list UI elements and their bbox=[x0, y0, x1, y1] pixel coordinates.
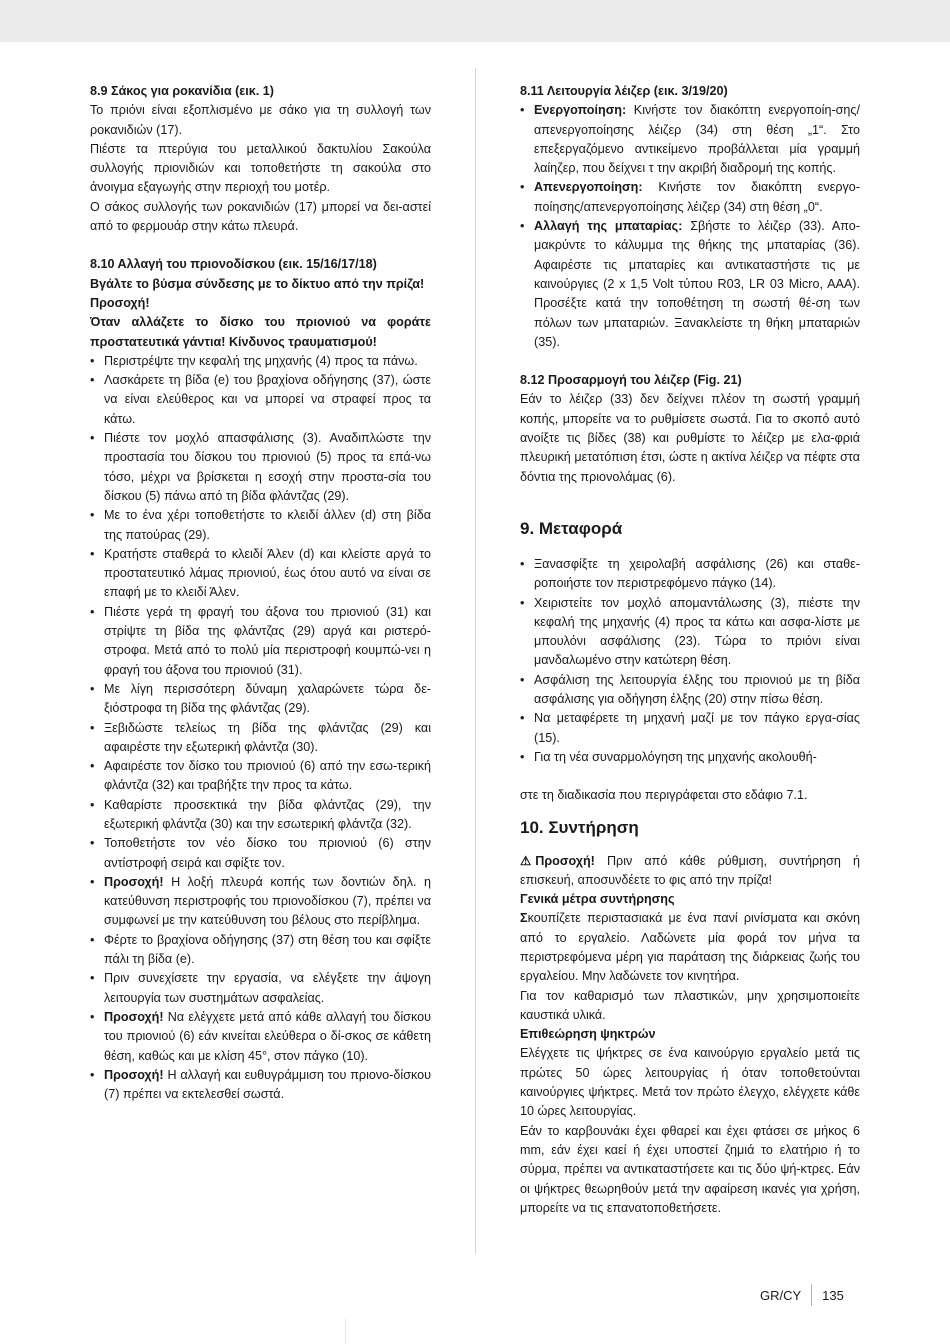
list-item bbox=[520, 217, 860, 352]
caution-label: Προσοχή! bbox=[104, 1067, 164, 1082]
list-item-text: Η αλλαγή και ευθυγράμμιση του πριονο-δίσκου (7) πρέπει να εκτελεσθεί σωστά. bbox=[104, 1067, 431, 1102]
list-item: • Πριν συνεχίσετε την εργασία, να ελέγξετε την άψογη λειτουργία των συστημάτων ασφαλείας. bbox=[90, 969, 431, 1008]
list-item: • Φέρτε το βραχίονα οδήγησης (37) στη θέση του και σφίξτε πάλι τη βίδα (e). bbox=[90, 931, 431, 970]
list-item: • Πιέστε γερά τη φραγή του άξονα του πριονιού (31) και στρίψτε τη βίδα της φλάντζας (29) αργά και ριστερό-στροφα. Μετά από το πολύ μία περιστροφή κουμπώ-νει η φραγή του άξονα του πριονιού (31). bbox=[90, 603, 431, 680]
list-item: • Να μεταφέρετε τη μηχανή μαζί με τον πάγκο εργα-σίας (15). bbox=[520, 709, 860, 748]
list-item bbox=[520, 178, 860, 217]
paragraph: στε τη διαδικασία που περιγράφεται στο εδάφιο 7.1. bbox=[520, 788, 808, 803]
subheading-brushes: Επιθεώρηση ψηκτρών bbox=[520, 1027, 656, 1042]
column-separator bbox=[475, 68, 476, 1254]
list-item bbox=[520, 101, 860, 178]
term-label: Αλλαγή της μπαταρίας: bbox=[534, 219, 683, 234]
paragraph bbox=[520, 909, 860, 986]
steps-list bbox=[90, 352, 431, 1105]
list-item: • Αφαιρέστε τον δίσκο του πριονιού (6) από την εσω-τερική φλάντζα (32) και τραβήξτε την προς τα κάτω. bbox=[90, 757, 431, 796]
section-8-10-title: 8.10 Αλλαγή του πριονοδίσκου (εικ. 15/16/17/18) bbox=[90, 257, 377, 272]
term-label: Απενεργοποίηση: bbox=[534, 180, 643, 195]
warning-triangle-icon: ⚠ bbox=[520, 853, 532, 868]
paragraph: Εάν το λέιζερ (33) δεν δείχνει πλέον τη σωστή γραμμή κοπής, μπορείτε να το ρυθμίσετε σωστά. Για το σκοπό αυτό ανοίξτε τις βίδες (38) και ρυθμίστε το λέιζερ με ελα-φριά πλευρική μετατόπιση έτσι, ώστε η ακτίνα λέιζερ να πέφτε στα δόντια της πριονολάμας (6). bbox=[520, 392, 860, 484]
subheading-general: Γενικά μέτρα συντήρησης bbox=[520, 892, 675, 907]
list-item: • Λασκάρετε τη βίδα (e) του βραχίονα οδήγησης (37), ώστε να είναι ελεύθερος και να μπορεί να στραφεί προς τα κάτω. bbox=[90, 371, 431, 429]
caution-label: Προσοχή! bbox=[104, 874, 164, 889]
paragraph: Ο σάκος συλλογής των ροκανιδιών (17) μπορεί να δει-αστεί από το φερμουάρ στην κάτω πλευρά. bbox=[90, 199, 431, 234]
paragraph: Το πριόνι είναι εξοπλισμένο με σάκο για τη συλλογή των ροκανιδιών (17). bbox=[90, 103, 431, 137]
page-number: 135 bbox=[822, 1287, 844, 1303]
top-band bbox=[0, 0, 950, 42]
laser-list bbox=[520, 101, 860, 352]
list-item-text: Κινήστε τον διακόπτη ενεργο-ποίησης/απενεργοποίησης λέιζερ (34) στη θέση „0“. bbox=[534, 180, 860, 214]
list-item bbox=[90, 873, 431, 931]
list-item bbox=[90, 1008, 431, 1066]
right-column bbox=[520, 82, 860, 1218]
bottom-divider bbox=[345, 1318, 346, 1344]
list-item: • Ξανασφίξτε τη χειρολαβή ασφάλισης (26) και σταθε-ροποιήστε τον περιστρεφόμενο πάγκο (14). bbox=[520, 555, 860, 594]
heading-transport: 9. Μεταφορά bbox=[520, 518, 623, 538]
paragraph: Ελέγχετε τις ψήκτρες σε ένα καινούργιο εργαλείο μετά τις πρώτες 50 ώρες λειτουργίας ή όταν τοποθετούνται καινούργιες ψήκτρες. Μετά τον πρώτο έλεγχο, ελέγχετε κάθε 10 ώρες λειτουργίας. bbox=[520, 1046, 860, 1119]
list-item bbox=[90, 1066, 431, 1105]
list-item: • Περιστρέψτε την κεφαλή της μηχανής (4) προς τα πάνω. bbox=[90, 352, 431, 371]
heading-maintenance: 10. Συντήρηση bbox=[520, 817, 639, 837]
term-label: Ενεργοποίηση: bbox=[534, 103, 627, 118]
list-item: • Ξεβιδώστε τελείως τη βίδα της φλάντζας (29) και αφαιρέστε την εξωτερική φλάντζα (30). bbox=[90, 719, 431, 758]
list-item: • Καθαρίστε προσεκτικά την βίδα φλάντζας (29), την εξωτερική φλάντζα (30) και την εσωτερική φλάντζα (32). bbox=[90, 796, 431, 835]
transport-list bbox=[520, 555, 860, 767]
list-item: • Με το ένα χέρι τοποθετήστε το κλειδί άλλεν (d) στη βίδα της πατούρας (29). bbox=[90, 506, 431, 545]
warning-label: Προσοχή! bbox=[90, 295, 150, 310]
language-code: GR/CY bbox=[760, 1287, 802, 1303]
warning-text: Πριν από κάθε ρύθμιση, συντήρηση ή επισκευή, αποσυνδέετε το φις από την πρίζα! bbox=[520, 853, 860, 887]
warning-paragraph bbox=[520, 852, 860, 891]
paragraph: Για τον καθαρισμό των πλαστικών, μην χρησιμοποιείτε καυστικά υλικά. bbox=[520, 988, 860, 1022]
page-footer bbox=[760, 1284, 844, 1306]
list-item: • Πιέστε τον μοχλό απασφάλισης (3). Αναδιπλώστε την προστασία του δίσκου του πριονιού (5) προς τα επά-νω τόσο, μέχρι να βρίσκεται η εσοχή στην προστα-σία του δίσκου (5) πάνω από τη βίδα φλάντζας (29). bbox=[90, 429, 431, 506]
list-item: • Χειριστείτε τον μοχλό απομαντάλωσης (3), πιέστε την κεφαλή της μηχανής (4) προς τα κάτω και ασφα-λίστε με μπουλόνι ασφάλισης (23). Τώρα το πριόνι είναι μανδαλωμένο στην κατώτερη θέση. bbox=[520, 594, 860, 671]
list-item-text: Να ελέγχετε μετά από κάθε αλλαγή του δίσκου του πριονιού (6) εάν κινείται ελεύθερα ο δί-σκος σε κάθετη θέση, καθώς και με κλίση 45°, στον πάγκο (10). bbox=[104, 1009, 431, 1063]
caution-label: Προσοχή! bbox=[104, 1009, 164, 1024]
list-item: • Για τη νέα συναρμολόγηση της μηχανής ακολουθή- bbox=[520, 748, 860, 767]
list-item: • Κρατήστε σταθερά το κλειδί Άλεν (d) και κλείστε αργά το προστατευτικό λάμας πριονιού, έως ότου αυτό να είναι σε επαφή με το κλειδί Άλεν. bbox=[90, 545, 431, 603]
list-item: • Με λίγη περισσότερη δύναμη χαλαρώνετε τώρα δε-ξιόστροφα τη βίδα της φλάντζας (29). bbox=[90, 680, 431, 719]
warning-label: Προσοχή! bbox=[535, 853, 595, 868]
warning-text: Βγάλτε το βύσμα σύνδεσης με το δίκτυο από την πρίζα! bbox=[90, 276, 425, 291]
paragraph: Πιέστε τα πτερύγια του μεταλλικού δακτυλίου Σακούλα συλλογής πριονιδιών και τοποθετήστε τη σακούλα στο άνοιγμα εξαγωγής στην περιοχή του μοτέρ. bbox=[90, 141, 431, 195]
list-item-text: Η λοξή πλευρά κοπής των δοντιών δηλ. η κατεύθυνση περιστροφής του πριονοδίσκου (7), πρέπει να συμφωνεί με την κατεύθυνση του βέλους στο περίβλημα. bbox=[104, 874, 431, 928]
section-8-11-title: 8.11 Λειτουργία λέιζερ (εικ. 3/19/20) bbox=[520, 84, 728, 98]
list-item-text: Σβήστε το λέιζερ (33). Απο-μακρύντε το κάλυμμα της θήκης της μπαταρίας (36). Αφαιρέστε τις μπαταρίες και αντικαταστήστε τις με καινούργιες (2 x 1,5 Volt τύπου R03, LR 03 Micro, AAA). Προσέξτε κατά την τοποθέτηση τη σωστή θέ-ση των πόλων των μπαταριών. Ξανακλείστε τη θήκη μπαταριών (35). bbox=[534, 219, 860, 349]
footer-divider bbox=[811, 1284, 812, 1306]
section-8-9-title: 8.9 Σάκος για ροκανίδια (εικ. 1) bbox=[90, 84, 274, 98]
warning-text: Όταν αλλάζετε το δίσκο του πριονιού να φοράτε προστατευτικά γάντια! Κίνδυνος τραυματισμού! bbox=[90, 315, 431, 349]
list-item: • Τοποθετήστε τον νέο δίσκο του πριονιού (6) στην αντίστροφή σειρά και σφίξτε τον. bbox=[90, 834, 431, 873]
paragraph: Εάν το καρβουνάκι έχει φθαρεί και έχει φτάσει σε μήκος 6 mm, εάν έχει καεί ή έχει υποστεί ζημιά το ελατήριο ή το σύρμα, πρέπει να αντικαταστήσετε και τις δύο ψή-κτρες. Εάν οι ψήκτρες θεωρηθούν μετά την αφαίρεση ικανές για χρήση, μπορείτε να τις επανατοποθετήσετε. bbox=[520, 1123, 860, 1215]
section-8-12-title: 8.12 Προσαρμογή του λέιζερ (Fig. 21) bbox=[520, 373, 742, 388]
list-item-text: Κινήστε τον διακόπτη ενεργοποίη-σης/απενεργοποίησης λέιζερ (34) στη θέση „1“. Στο επεξεργαζόμενο αντικείμενο προβάλλεται μία γραμμή λαίηζερ, που δείχνει τ την ακριβή διαδρομή της κοπής. bbox=[534, 103, 860, 176]
left-column bbox=[90, 82, 431, 1104]
list-item: • Ασφάλιση της λειτουργία έλξης του πριονιού με τη βίδα ασφάλισης για οδήγηση έλξης (20) στην πίσω θέση. bbox=[520, 671, 860, 710]
paragraph-text: κουπίζετε περιστασιακά με ένα πανί ρινίσματα και σκόνη από το εργαλείο. Λαδώνετε μία φορά τον μήνα τα περιστρεφόμενα μέρη για παράταση της διάρκειας ζωής του εργαλείου. Μην λαδώνετε τον κινητήρα. bbox=[520, 911, 860, 984]
drop-letter: Σ bbox=[520, 911, 528, 926]
